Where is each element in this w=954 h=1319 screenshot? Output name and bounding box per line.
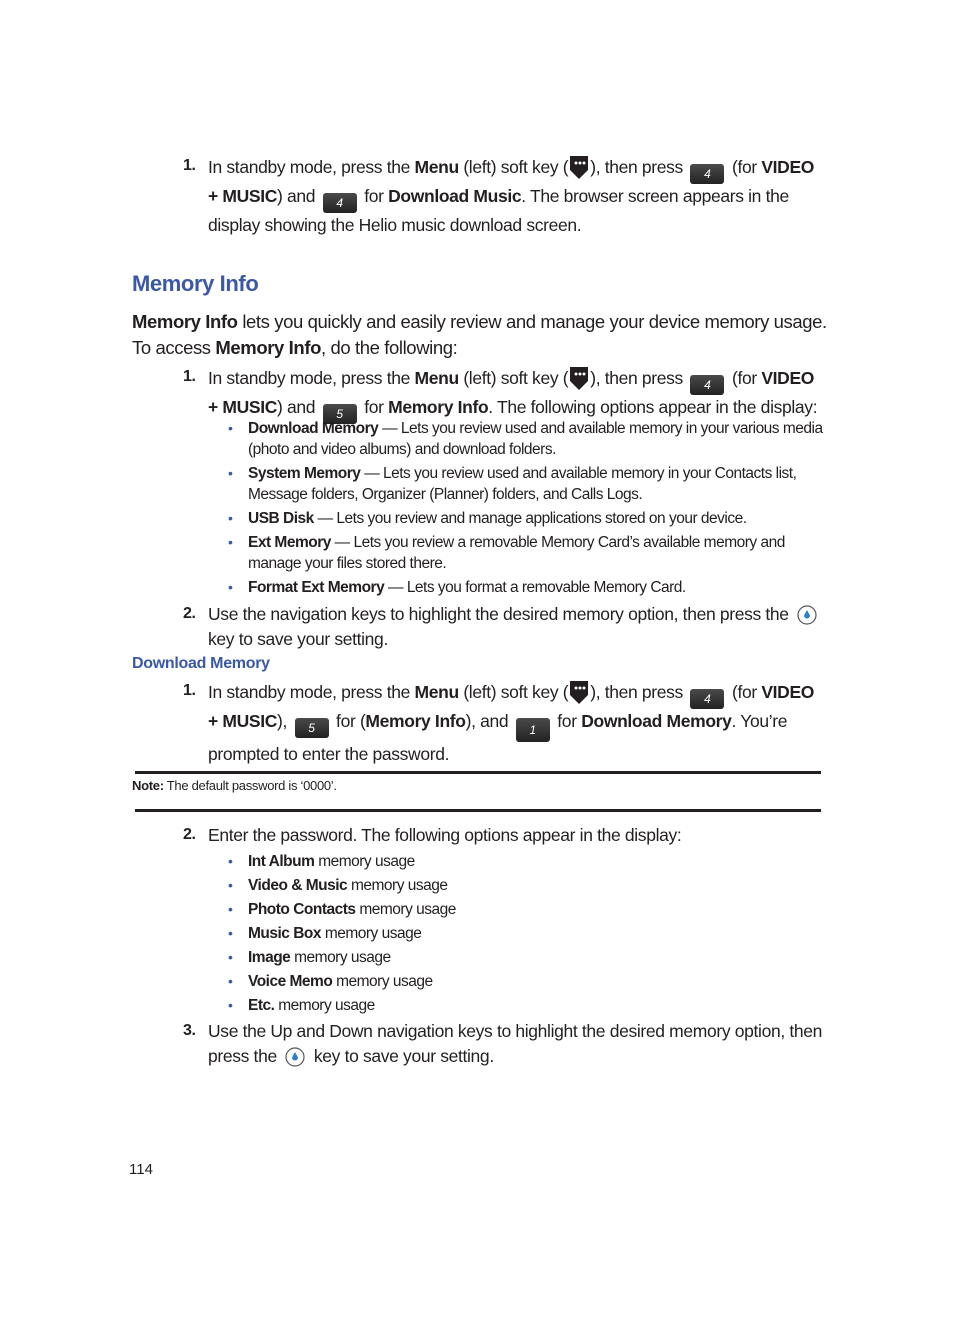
- step-number: 3.: [183, 1022, 196, 1039]
- download-memory-options-list: [228, 851, 828, 1016]
- key-5-icon: 5: [323, 404, 357, 424]
- step-enter-password: [183, 823, 823, 848]
- note: Note: The default password is ‘0000’.: [132, 778, 337, 793]
- bullet-icon: •: [228, 901, 233, 917]
- list-item: • Ext Memory — Lets you review a removable Memory Card’s available memory and manage your files stored there.: [228, 534, 785, 572]
- list-item: • Download Memory — Lets you review used and available memory in your various media (photo and video albums) and download folders.: [228, 420, 823, 458]
- list-item: • Image memory usage: [228, 949, 391, 966]
- step-number: 1.: [183, 682, 196, 699]
- bullet-icon: •: [228, 949, 233, 965]
- step-number: 2.: [183, 826, 196, 843]
- step-save-setting: [183, 602, 823, 651]
- bullet-icon: •: [228, 534, 233, 550]
- step-text: In standby mode, press the Menu (left) soft key ( ), then press 4 (for VIDEO + MUSIC), 5 for (Memory Info), and 1 for Download Memory. You’re prompted to enter the password.: [208, 679, 823, 767]
- subsection-title: Download Memory: [132, 655, 270, 672]
- list-item: • Video & Music memory usage: [228, 877, 448, 894]
- step-text: In standby mode, press the Menu (left) soft key ( ), then press 4 (for VIDEO + MUSIC) and 4 for Download Music. The browser screen appears in the display showing the Helio music download screen.: [208, 154, 823, 238]
- left-soft-key-icon: [568, 679, 590, 705]
- step-memory-info: [183, 365, 823, 424]
- list-item: • Voice Memo memory usage: [228, 973, 433, 990]
- step-text: Use the Up and Down navigation keys to highlight the desired memory option, then press the key to save your setting.: [208, 1021, 823, 1066]
- left-soft-key-icon: [568, 154, 590, 180]
- step-number: 2.: [183, 605, 196, 622]
- key-5-icon: 5: [295, 718, 329, 738]
- step-text: In standby mode, press the Menu (left) soft key ( ), then press 4 (for VIDEO + MUSIC) and 5 for Memory Info. The following options appear in the display:: [208, 365, 823, 424]
- section-title: Memory Info: [132, 271, 259, 296]
- key-4-icon: 4: [690, 689, 724, 709]
- memory-options-list: [228, 418, 828, 598]
- page-number: 114: [129, 1161, 153, 1178]
- bullet-icon: •: [228, 925, 233, 941]
- ok-key-icon: [797, 605, 817, 625]
- bullet-icon: •: [228, 973, 233, 989]
- bullet-icon: •: [228, 579, 233, 595]
- bullet-icon: •: [228, 420, 233, 436]
- step-select-option: [183, 1019, 823, 1068]
- ok-key-icon: [285, 1047, 305, 1067]
- section-intro: Memory Info lets you quickly and easily review and manage your device memory usage. To access Memory Info, do the following:: [132, 311, 827, 358]
- list-item: • System Memory — Lets you review used and available memory in your Contacts list, Message folders, Organizer (Planner) folders, and Calls Logs.: [228, 465, 797, 503]
- bullet-icon: •: [228, 853, 233, 869]
- key-4-icon: 4: [323, 193, 357, 213]
- step-number: 1.: [183, 157, 196, 174]
- step-number: 1.: [183, 368, 196, 385]
- step-download-music: [183, 154, 823, 238]
- bullet-icon: •: [228, 877, 233, 893]
- left-soft-key-icon: [568, 365, 590, 391]
- key-4-icon: 4: [690, 375, 724, 395]
- bullet-icon: •: [228, 510, 233, 526]
- note-top-rule: [135, 771, 821, 774]
- note-bottom-rule: [135, 809, 821, 812]
- list-item: • Int Album memory usage: [228, 853, 415, 870]
- step-download-memory: [183, 679, 823, 767]
- bullet-icon: •: [228, 997, 233, 1013]
- list-item: • Format Ext Memory — Lets you format a removable Memory Card.: [228, 579, 686, 596]
- key-4-icon: 4: [690, 164, 724, 184]
- step-text: Use the navigation keys to highlight the desired memory option, then press the key to save your setting.: [208, 602, 823, 651]
- list-item: • Etc. memory usage: [228, 997, 375, 1014]
- list-item: • Photo Contacts memory usage: [228, 901, 456, 918]
- list-item: • USB Disk — Lets you review and manage applications stored on your device.: [228, 510, 747, 527]
- step-text: Enter the password. The following options appear in the display:: [208, 825, 682, 845]
- key-1-icon: 1: [516, 718, 550, 742]
- list-item: • Music Box memory usage: [228, 925, 422, 942]
- bullet-icon: •: [228, 465, 233, 481]
